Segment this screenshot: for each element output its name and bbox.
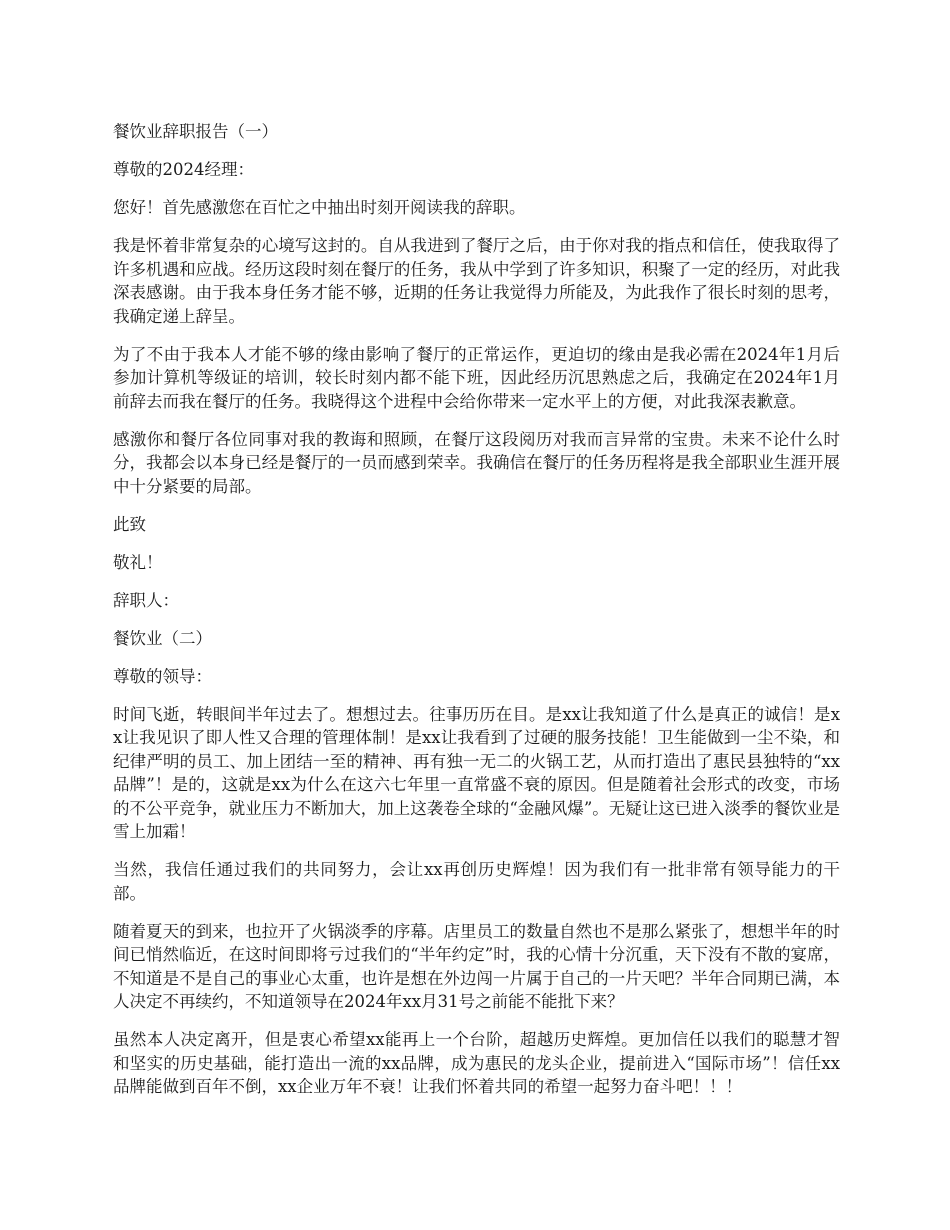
body-paragraph: 当然，我信任通过我们的共同努力，会让xx再创历史辉煌！因为我们有一批非常有领导能力的干部。: [113, 860, 840, 903]
body-paragraph: 虽然本人决定离开，但是衷心希望xx能再上一个台阶，超越历史辉煌。更加信任以我们的聪慧才智和坚实的历史基础，能打造出一流的xx品牌，成为惠民的龙头企业，提前进入“国际市场”！信任xx品牌能做到百年不倒，xx企业万年不衰！让我们怀着共同的希望一起努力奋斗吧！！！: [113, 1030, 840, 1096]
body-paragraph: 感激你和餐厅各位同事对我的教诲和照顾，在餐厅这段阅历对我而言异常的宝贵。未来不论什么时分，我都会以本身已经是餐厅的一员而感到荣幸。我确信在餐厅的任务历程将是我全部职业生涯开展中十分紧要的局部。: [113, 429, 840, 496]
closing-line: 此致: [113, 514, 146, 534]
document-body: [113, 120, 840, 1113]
greeting-paragraph: 您好！首先感激您在百忙之中抽出时刻开阅读我的辞职。: [113, 198, 526, 217]
body-paragraph: 我是怀着非常复杂的心境写这封的。自从我进到了餐厅之后，由于你对我的指点和信任，使我取得了许多机遇和应战。经历这段时刻在餐厅的任务，我从中学到了许多知识，积聚了一定的经历，对此我深表感谢。由于我本身任务才能不够，近期的任务让我觉得力所能及，为此我作了很长时刻的思考，我确定递上辞呈。: [113, 236, 840, 326]
body-paragraph: 为了不由于我本人才能不够的缘由影响了餐厅的正常运作，更迫切的缘由是我必需在2024年1月后参加计算机等级证的培训，较长时刻内都不能下班，因此经历沉思熟虑之后，我确定在2024年1月前辞去而我在餐厅的任务。我晓得这个进程中会给你带来一定水平上的方便，对此我深表歉意。: [113, 344, 840, 411]
title-part-two: 餐饮业（二）: [113, 628, 212, 648]
salutation-two: 尊敬的领导：: [113, 666, 212, 686]
salutation-one: 尊敬的2024经理：: [113, 160, 254, 179]
signature-label: 辞职人：: [113, 590, 179, 610]
title-part-one: 餐饮业辞职报告（一）: [113, 122, 278, 141]
body-paragraph: 时间飞逝，转眼间半年过去了。想想过去。往事历历在目。是xx让我知道了什么是真正的诚信！是xx让我见识了即人性又合理的管理体制！是xx让我看到了过硬的服务技能！卫生能做到一尘不染，和纪律严明的员工、加上团结一至的精神、再有独一无二的火锅工艺，从而打造出了惠民县独特的“xx品牌”！是的，这就是xx为什么在这六七年里一直常盛不衰的原因。但是随着社会形式的改变，市场的不公平竞争，就业压力不断加大，加上这袭卷全球的“金融风爆”。无疑让这已进入淡季的餐饮业是雪上加霜！: [113, 704, 840, 841]
body-paragraph: 随着夏天的到来，也拉开了火锅淡季的序幕。店里员工的数量自然也不是那么紧张了，想想半年的时间已悄然临近，在这时间即将亏过我们的“半年约定”时，我的心情十分沉重，天下没有不散的宴席，不知道是不是自己的事业心太重，也许是想在外边闯一片属于自己的一片天吧？半年合同期已满，本人决定不再续约，不知道领导在2024年xx月31号之前能不能批下来？: [113, 921, 840, 1011]
closing-regards: 敬礼！: [113, 552, 163, 572]
